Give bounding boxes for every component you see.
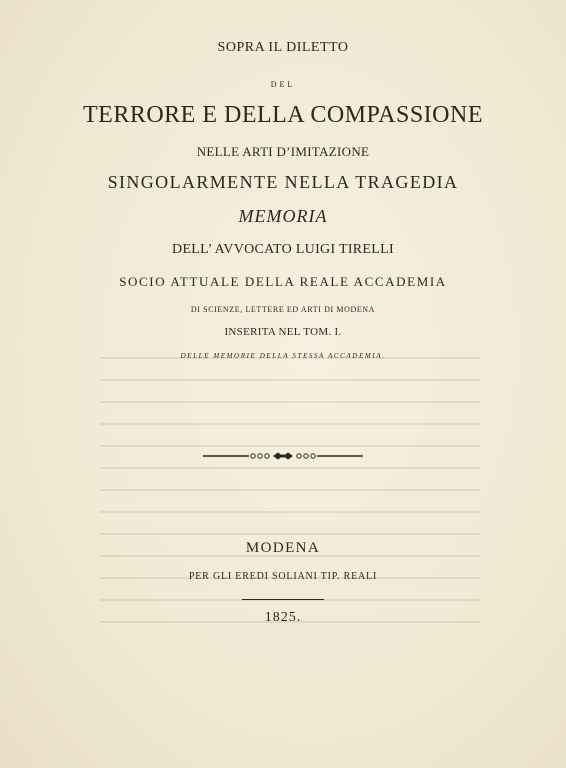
vignette-ornament-icon [203,451,363,461]
imprint-printer: PER GLI EREDI SOLIANI TIP. REALI [188,571,378,582]
title-line-1: SOPRA IL DILETTO [217,40,349,55]
title-line-2: DEL [270,80,296,89]
academy-name: DI SCIENZE, LETTERE ED ARTI DI MODENA [190,305,376,314]
imprint-city: MODENA [245,540,321,556]
subtitle-line-1: NELLE ARTI D’IMITAZIONE [196,144,370,159]
genre-label: MEMORIA [238,206,328,226]
main-title: TERRORE E DELLA COMPASSIONE [83,102,483,128]
imprint-rule [242,599,324,600]
show-through-texture [100,335,480,635]
affiliation-line: SOCIO ATTUALE DELLA REALE ACCADEMIA [119,274,447,289]
series-note: DELLE MEMORIE DELLA STESSA ACCADEMIA. [180,352,386,360]
subtitle-line-2: SINGOLARMENTE NELLA TRAGEDIA [107,172,459,192]
volume-note: INSERITA NEL TOM. I. [224,326,342,338]
imprint-year: 1825. [264,610,302,625]
author-line: DELL’ AVVOCATO LUIGI TIRELLI [172,242,394,257]
